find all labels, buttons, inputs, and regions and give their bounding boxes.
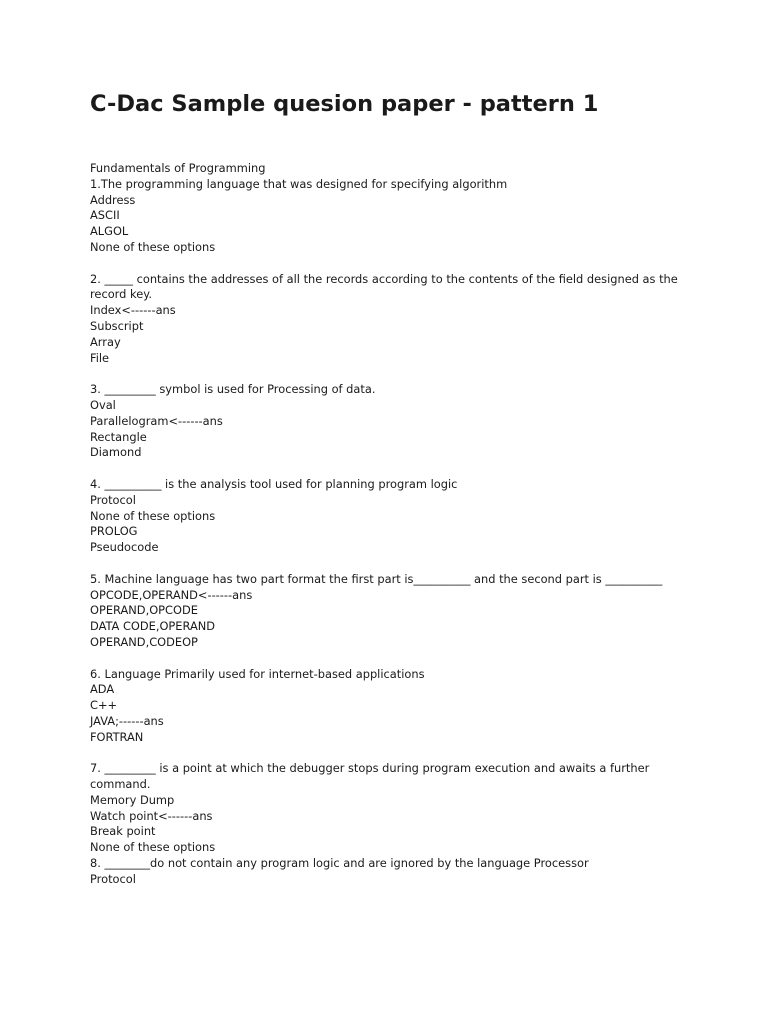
option-text: ADA xyxy=(90,682,115,697)
option-text: Diamond xyxy=(90,445,142,460)
question-block-1 xyxy=(90,177,680,256)
option-text: None of these options xyxy=(90,508,216,523)
question-text: 4. __________ is the analysis tool used for planning program logic xyxy=(90,476,458,491)
option-text: None of these options xyxy=(90,239,216,254)
spacer xyxy=(90,366,680,382)
option-text: FORTRAN xyxy=(90,729,144,744)
option-text: None of these options xyxy=(90,840,216,855)
spacer xyxy=(90,651,680,667)
option-text: Protocol xyxy=(90,492,136,507)
question-text: 6. Language Primarily used for internet-based applications xyxy=(90,666,425,681)
question-block-7 xyxy=(90,761,680,856)
option-text: OPCODE,OPERAND<------ans xyxy=(90,587,253,602)
question-text: 7. _________ is a point at which the debugger stops during program execution and awaits a further command. xyxy=(90,761,653,792)
option-text: Index<------ans xyxy=(90,303,176,318)
section-heading: Fundamentals of Programming xyxy=(90,161,266,175)
option-text: Subscript xyxy=(90,318,144,333)
question-block-5 xyxy=(90,572,680,651)
option-text: ASCII xyxy=(90,208,120,223)
option-text: ALGOL xyxy=(90,224,129,239)
option-text: DATA CODE,OPERAND xyxy=(90,619,216,634)
question-text: 2. _____ contains the addresses of all the records according to the contents of the field designed as the record key. xyxy=(90,271,682,302)
spacer xyxy=(90,256,680,272)
option-text: Protocol xyxy=(90,871,136,886)
question-block-8 xyxy=(90,856,680,888)
document-title: C-Dac Sample quesion paper - pattern 1 xyxy=(90,91,599,117)
option-text: Array xyxy=(90,334,121,349)
option-text: PROLOG xyxy=(90,524,138,539)
question-text: 1.The programming language that was designed for specifying algorithm xyxy=(90,176,508,191)
option-text: C++ xyxy=(90,698,118,713)
question-block-2 xyxy=(90,272,680,367)
option-text: Address xyxy=(90,192,136,207)
question-block-4 xyxy=(90,477,680,556)
question-block-3 xyxy=(90,382,680,461)
option-text: Pseudocode xyxy=(90,540,159,555)
option-text: OPERAND,CODEOP xyxy=(90,634,198,649)
spacer xyxy=(90,556,680,572)
option-text: Memory Dump xyxy=(90,792,175,807)
option-text: OPERAND,OPCODE xyxy=(90,603,198,618)
question-text: 8. ________do not contain any program logic and are ignored by the language Processor xyxy=(90,856,589,871)
option-text: File xyxy=(90,350,110,365)
option-text: JAVA;------ans xyxy=(90,713,164,728)
spacer xyxy=(90,745,680,761)
option-text: Oval xyxy=(90,397,116,412)
spacer xyxy=(90,461,680,477)
option-text: Break point xyxy=(90,824,156,839)
option-text: Watch point<------ans xyxy=(90,808,213,823)
option-text: Rectangle xyxy=(90,429,147,444)
option-text: Parallelogram<------ans xyxy=(90,413,223,428)
question-text: 3. _________ symbol is used for Processing of data. xyxy=(90,382,376,397)
question-text: 5. Machine language has two part format the first part is__________ and the second part is __________ xyxy=(90,571,663,586)
document-content xyxy=(90,161,680,888)
question-block-6 xyxy=(90,667,680,746)
